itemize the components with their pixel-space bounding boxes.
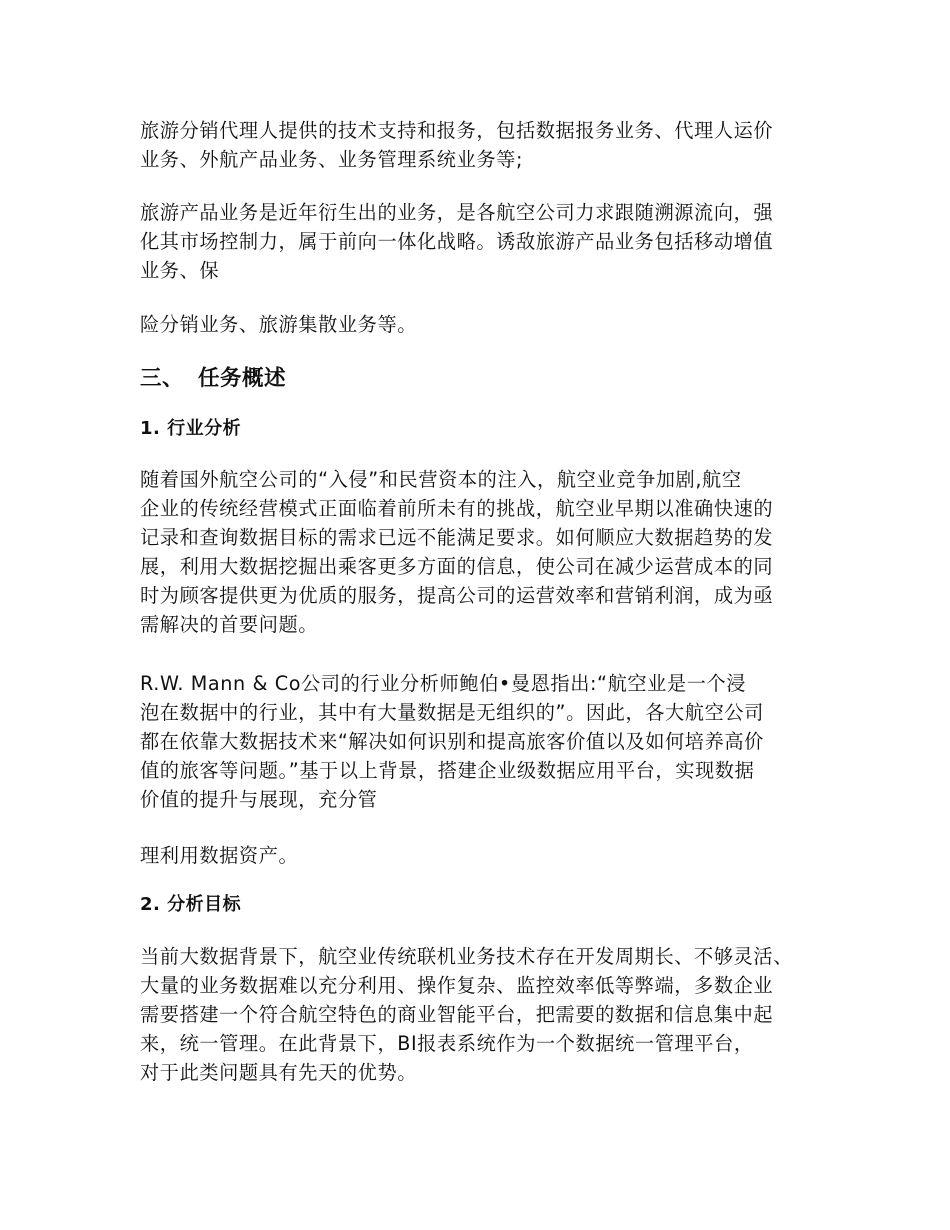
subheading-industry-analysis: 1. 行业分析 [140,418,242,439]
text-line: 时为顾客提供更为优质的服务，提高公司的运营效率和营销利润，成为亟 [140,584,774,607]
paragraph-insurance-distribution [140,310,812,339]
text-line: 旅游产品业务是近年衍生出的业务，是各航空公司力求跟随溯源流向，强 [140,201,774,224]
text-line: 企业的传统经营模式正面临着前所未有的挑战，航空业早期以准确快速的 [140,497,774,520]
text-line: 业务、保 [140,259,220,282]
text-line: 展，利用大数据挖掘出乘客更多方面的信息，使公司在减少运营成本的同 [140,555,774,578]
paragraph-data-assets [140,841,812,870]
text-line: 理利用数据资产。 [140,844,299,867]
text-line: R.W. Mann & Co公司的行业分析师鲍伯•曼恩指出:“航空业是一个浸 [140,672,747,695]
text-line: 当前大数据背景下，航空业传统联机业务技术存在开发周期长、不够灵活、 [140,945,793,968]
text-line: 对于此类问题具有先天的优势。 [140,1061,418,1084]
text-line: 记录和查询数据目标的需求已远不能满足要求。如何顺应大数据趋势的发 [140,526,774,549]
paragraph-analyst-quote [140,669,812,814]
text-line: 泡在数据中的行业，其中有大量数据是无组织的”。因此，各大航空公司 [140,701,764,724]
section-number: 三、 [140,366,185,391]
text-line: 险分销业务、旅游集散业务等。 [140,313,418,336]
text-line: 价值的提升与展现，充分管 [140,788,378,811]
text-line: 业务、外航产品业务、业务管理系统业务等; [140,148,524,171]
text-line: 随着国外航空公司的“入侵”和民营资本的注入，航空业竞争加剧,航空 [140,468,742,491]
text-line: 值的旅客等问题。”基于以上背景，搭建企业级数据应用平台，实现数据 [140,759,755,782]
paragraph-tourism-products [140,198,812,285]
text-line: 来，统一管理。在此背景下，BI报表系统作为一个数据统一管理平台， [140,1032,754,1055]
paragraph-distribution-services [140,116,812,174]
text-line: 需解决的首要问题。 [140,613,319,636]
text-line: 旅游分销代理人提供的技术支持和报务，包括数据报务业务、代理人运价 [140,119,774,142]
text-line: 需要搭建一个符合航空特色的商业智能平台，把需要的数据和信息集中起 [140,1003,774,1026]
subheading-analysis-goals: 2. 分析目标 [140,894,242,915]
paragraph-bi-platform [140,942,812,1087]
text-line: 都在依靠大数据技术来“解决如何识别和提高旅客价值以及如何培养高价 [140,730,764,753]
text-line: 大量的业务数据难以充分利用、操作复杂、监控效率低等弊端，多数企业 [140,974,774,997]
section-heading-task-overview [140,364,286,394]
section-title: 任务概述 [198,366,287,391]
text-line: 化其市场控制力，属于前向一体化战略。诱敌旅游产品业务包括移动增值 [140,230,774,253]
paragraph-industry-background [140,465,812,639]
